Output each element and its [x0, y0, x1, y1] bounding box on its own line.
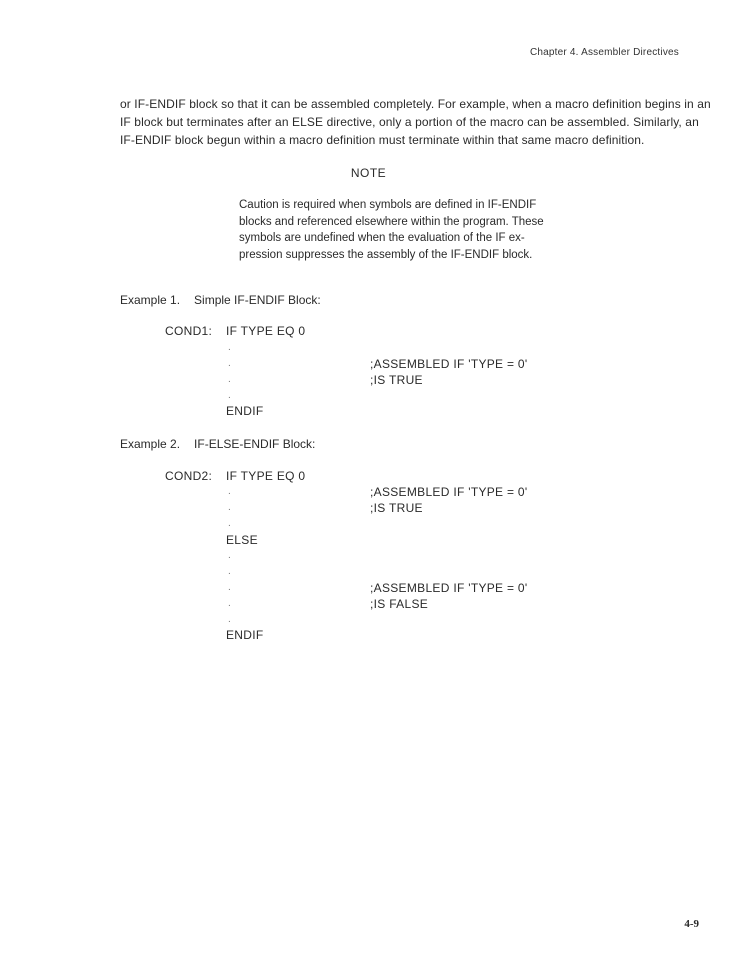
intro-line: IF-ENDIF block begun within a macro definition must terminate within that same macro definition. [120, 133, 645, 147]
example1-comment: ;IS TRUE [370, 373, 423, 387]
note-line: blocks and referenced elsewhere within the program. These [239, 215, 544, 228]
intro-line: or IF-ENDIF block so that it can be assembled completely. For example, when a macro definition begins in an [120, 97, 711, 111]
note-body [239, 197, 544, 263]
example2-comment: ;IS TRUE [370, 501, 423, 515]
example1-comment: ;ASSEMBLED IF 'TYPE = 0' [370, 357, 528, 371]
example2-number: Example 2. [120, 437, 181, 451]
intro-line: IF block but terminates after an ELSE directive, only a portion of the macro can be assembled. Similarly, an [120, 115, 699, 129]
note-title: NOTE [350, 166, 387, 180]
example1-endif: ENDIF [226, 404, 264, 418]
note-line: Caution is required when symbols are defined in IF-ENDIF [239, 199, 537, 211]
example2-dot: . [228, 518, 231, 529]
example2-heading [120, 437, 315, 451]
example1-dot: . [228, 358, 231, 369]
note-line: pression suppresses the assembly of the IF-ENDIF block. [239, 248, 533, 261]
example2-comment: ;ASSEMBLED IF 'TYPE = 0' [370, 581, 528, 595]
running-header: Chapter 4. Assembler Directives [529, 47, 679, 58]
example1-number: Example 1. [120, 293, 181, 307]
example2-comment: ;ASSEMBLED IF 'TYPE = 0' [370, 485, 528, 499]
example2-dot: . [228, 614, 231, 625]
example1-dot: . [228, 342, 231, 353]
example2-dot: . [228, 582, 231, 593]
intro-paragraph [120, 95, 711, 149]
example2-title: IF-ELSE-ENDIF Block: [194, 437, 316, 451]
example1-title: Simple IF-ENDIF Block: [194, 293, 321, 307]
example1-dot: . [228, 374, 231, 385]
example2-dot: . [228, 486, 231, 497]
example1-label: COND1: [165, 324, 213, 338]
example2-comment: ;IS FALSE [370, 597, 429, 611]
example2-dot: . [228, 550, 231, 561]
example1-if-line: IF TYPE EQ 0 [226, 324, 306, 338]
example1-dot: . [228, 390, 231, 401]
example2-endif: ENDIF [226, 628, 264, 642]
example2-dot: . [228, 566, 231, 577]
example2-dot: . [228, 502, 231, 513]
example2-dot: . [228, 598, 231, 609]
page-number: 4-9 [684, 918, 699, 930]
example2-if-line: IF TYPE EQ 0 [226, 469, 306, 483]
example2-else: ELSE [226, 533, 258, 547]
example2-label: COND2: [165, 469, 213, 483]
example1-heading [120, 293, 321, 307]
note-line: symbols are undefined when the evaluation of the IF ex- [239, 232, 525, 244]
